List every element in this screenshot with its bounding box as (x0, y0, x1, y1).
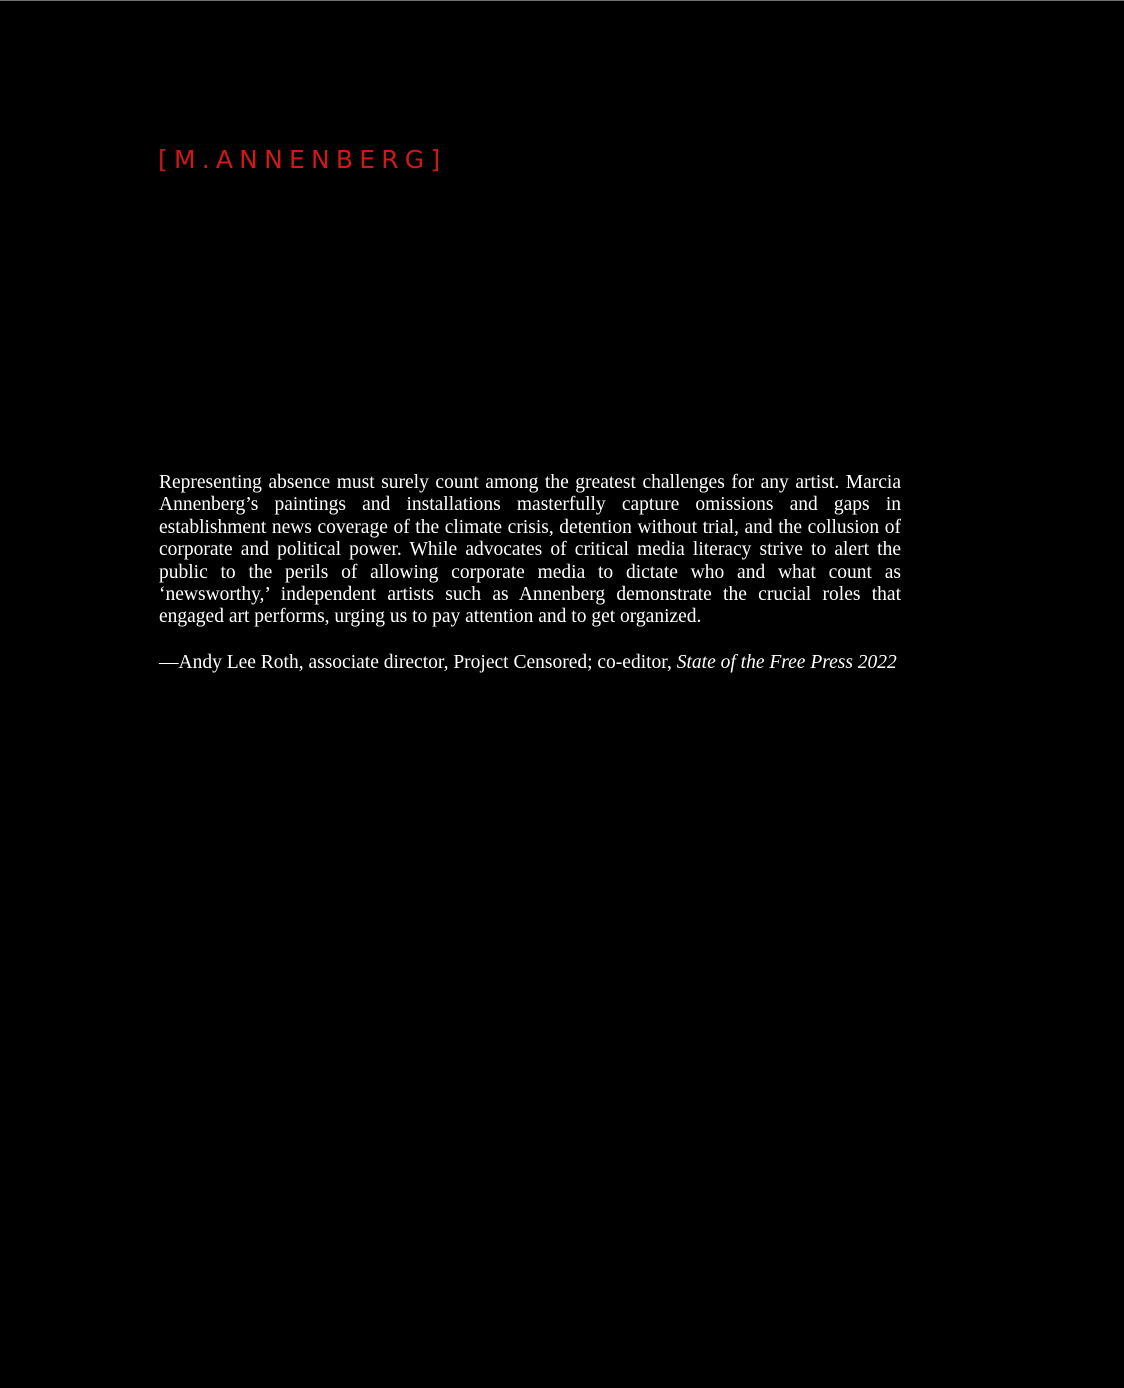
brand-wordmark: [M.ANNENBERG] (158, 145, 447, 174)
endorsement-attribution (159, 652, 901, 674)
endorsement-quote: Representing absence must surely count among the greatest challenges for any artist. Marcia Annenberg’s paintings and installations masterfully capture omissions and gaps in establishment news coverage of the climate crisis, detention without trial, and the collusion of corporate and political power. While advocates of critical media literacy strive to alert the public to the perils of allowing corporate media to dictate who and what count as ‘newsworthy,’ independent artists such as Annenberg demonstrate the crucial roles that engaged art performs, urging us to pay attention and to get organized. (159, 472, 901, 628)
attribution-book-title: State of the Free Press 2022 (676, 652, 897, 673)
attribution-credit: —Andy Lee Roth, associate director, Project Censored; co-editor, (159, 652, 677, 673)
